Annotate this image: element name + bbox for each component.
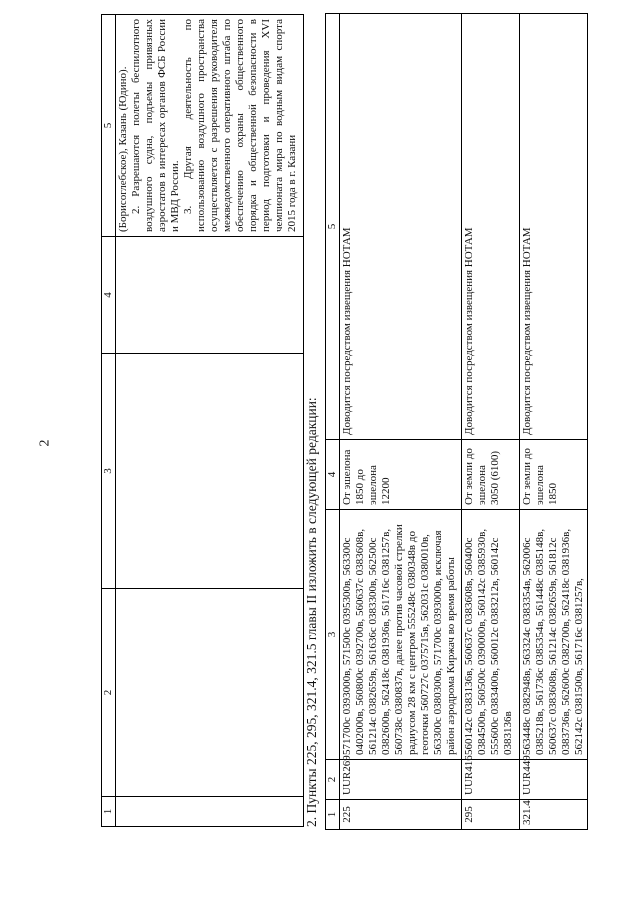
header-cell: 5 — [326, 14, 340, 440]
cell-number: 295 — [462, 800, 520, 830]
condition-paragraph: (Борисоглебское), Казань (Юдино). — [117, 66, 129, 232]
cell-heights: От земли до эшелона 3050 (6100) — [462, 440, 520, 510]
header-cell: 4 — [326, 440, 340, 510]
cell-coords: 563448с 0382948в, 563324с 0383354в, 562006с 0385218в, 561736с 0385354в, 561448с 0385148в, 560637с 0383608в, 561214с 0382659в, 561812с 0383736в, 562600с 0382700в, 562418с 0381936в, 562142с 0381500в, 561716с 0381257в, — [520, 510, 588, 760]
cell-notice: Доводится посредством извещения НОТАМ — [340, 14, 462, 440]
cell-code: UUR269 — [340, 760, 462, 800]
header-cell: 3 — [102, 354, 116, 589]
header-cell: 2 — [326, 760, 340, 800]
header-cell: 4 — [102, 237, 116, 354]
cell-code: UUR416 — [462, 760, 520, 800]
cell-coords: 571700с 0393000в, 571500с 0395300в, 563300с 0402000в, 560800с 0392700в, 560637с 0383608в, 561214с 0382659в, 561636с 0383300в, 562500с 0382600в, 562418с 0381936в, 561716с 0381257в, 560738с 0380837в, далее против часовой стрелки радиусом 28 км с центром 555248с 0380348в до геоточки 560727с 0375715в, 562031с 0380010в, 563300с 0380300в, 571700с 0393000в, исключая район аэродрома Киржач во время работы — [340, 510, 462, 760]
condition-paragraph: 3. Другая деятельность по использованию воздушного пространства осуществляется с разрешения руководителя межведомственного оперативного штаба по обеспечению охраны общественного порядка и общественной безопасности в период подготовки и проведения XVI чемпионата мира по водным видам спорта 2015 года в г. Казани — [182, 19, 298, 232]
cell-coords — [116, 354, 304, 589]
table-row — [462, 14, 520, 830]
cell-number: 321.4 — [520, 800, 588, 830]
table-row — [340, 14, 462, 830]
cell-coords: 560142с 0383136в, 560637с 0383608в, 560400с 0384500в, 560500с 0390000в, 560142с 0385930в, 555600с 0383400в, 560012с 0383212в, 560142с 0383136в — [462, 510, 520, 760]
cell-heights — [116, 237, 304, 354]
cell-notice: Доводится посредством извещения НОТАМ — [520, 14, 588, 440]
header-cell: 1 — [326, 800, 340, 830]
table-airspace — [325, 13, 588, 830]
header-cell: 2 — [102, 589, 116, 797]
cell-notice: Доводится посредством извещения НОТАМ — [462, 14, 520, 440]
cell-conditions — [116, 15, 304, 237]
table-row — [520, 14, 588, 830]
section-heading: 2. Пункты 225, 295, 321.4, 321.5 главы II изложить в следующей редакции: — [304, 397, 319, 827]
cell-heights: От эшелона 1850 до эшелона 12200 — [340, 440, 462, 510]
cell-code: UUR449 — [520, 760, 588, 800]
header-cell: 5 — [102, 15, 116, 237]
page-number: 2 — [37, 439, 53, 447]
cell-heights: От земли до эшелона 1850 — [520, 440, 588, 510]
table-header-row — [102, 15, 116, 827]
table-header-row — [326, 14, 340, 830]
cell-number: 225 — [340, 800, 462, 830]
table-row — [116, 15, 304, 827]
table-continuation — [101, 14, 304, 827]
cell-number — [116, 797, 304, 827]
condition-paragraph: 2. Разрешаются полеты беспилотного воздушного судна, подъемы привязных аэростатов в интересах органов ФСБ России и МВД России. — [130, 19, 181, 232]
header-cell: 3 — [326, 510, 340, 760]
header-cell: 1 — [102, 797, 116, 827]
cell-code — [116, 589, 304, 797]
